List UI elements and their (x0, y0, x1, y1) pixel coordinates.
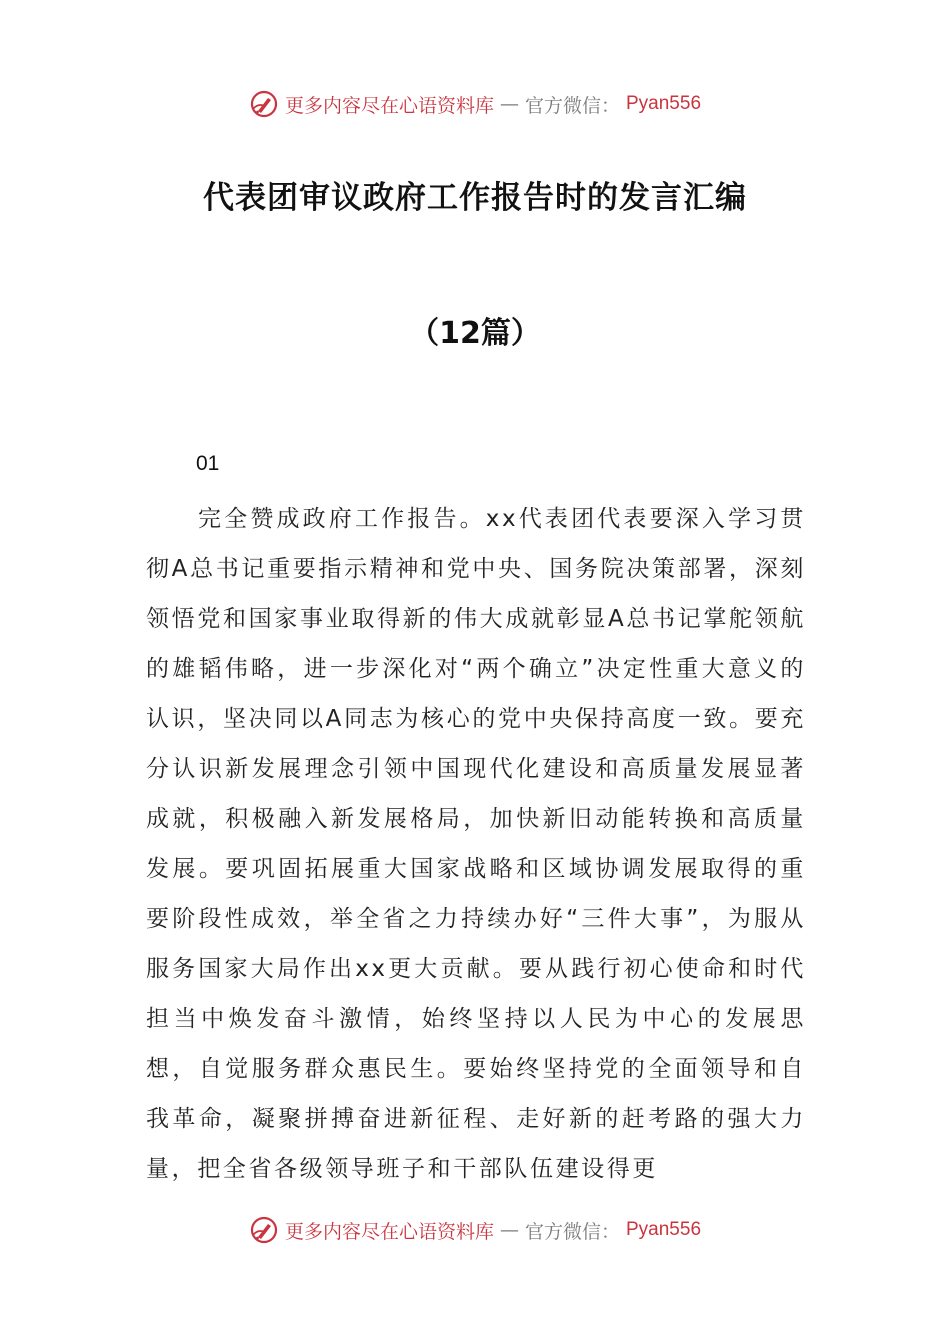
pen-circle-logo-icon (249, 89, 279, 119)
watermark-sub-text: 官方微信： (524, 94, 620, 117)
pen-circle-logo-icon (249, 1215, 279, 1245)
header-watermark (0, 84, 950, 124)
watermark-id: Pyan556 (626, 1219, 702, 1240)
watermark-main-text: 更多内容尽在心语资料库 (284, 1220, 494, 1243)
document-title: 代表团审议政府工作报告时的发言汇编 (203, 180, 747, 216)
section-number: 01 (196, 452, 220, 475)
document-subtitle: （12篇） (409, 316, 541, 351)
footer-watermark (0, 1210, 950, 1250)
watermark-sub-text: 官方微信： (524, 1220, 620, 1243)
watermark-id: Pyan556 (626, 93, 702, 114)
watermark-main-text: 更多内容尽在心语资料库 (284, 94, 494, 117)
watermark-dash: — (499, 1219, 519, 1241)
watermark-dash: — (499, 93, 519, 115)
body-paragraph: 完全赞成政府工作报告。xx代表团代表要深入学习贯彻A总书记重要指示精神和党中央、国务院决策部署，深刻领悟党和国家事业取得新的伟大成就彰显A总书记掌舵领航的雄韬伟略，进一步深化对“两个确立”决定性重大意义的认识，坚决同以A同志为核心的党中央保持高度一致。要充分认识新发展理念引领中国现代化建设和高质量发展显著成就，积极融入新发展格局，加快新旧动能转换和高质量发展。要巩固拓展重大国家战略和区域协调发展取得的重要阶段性成效，举全省之力持续办好“三件大事”，为服从服务国家大局作出xx更大贡献。要从践行初心使命和时代担当中焕发奋斗激情，始终坚持以人民为中心的发展思想，自觉服务群众惠民生。要始终坚持党的全面领导和自我革命，凝聚拼搏奋进新征程、走好新的赶考路的强大力量，把全省各级领导班子和干部队伍建设得更 (146, 506, 806, 1182)
